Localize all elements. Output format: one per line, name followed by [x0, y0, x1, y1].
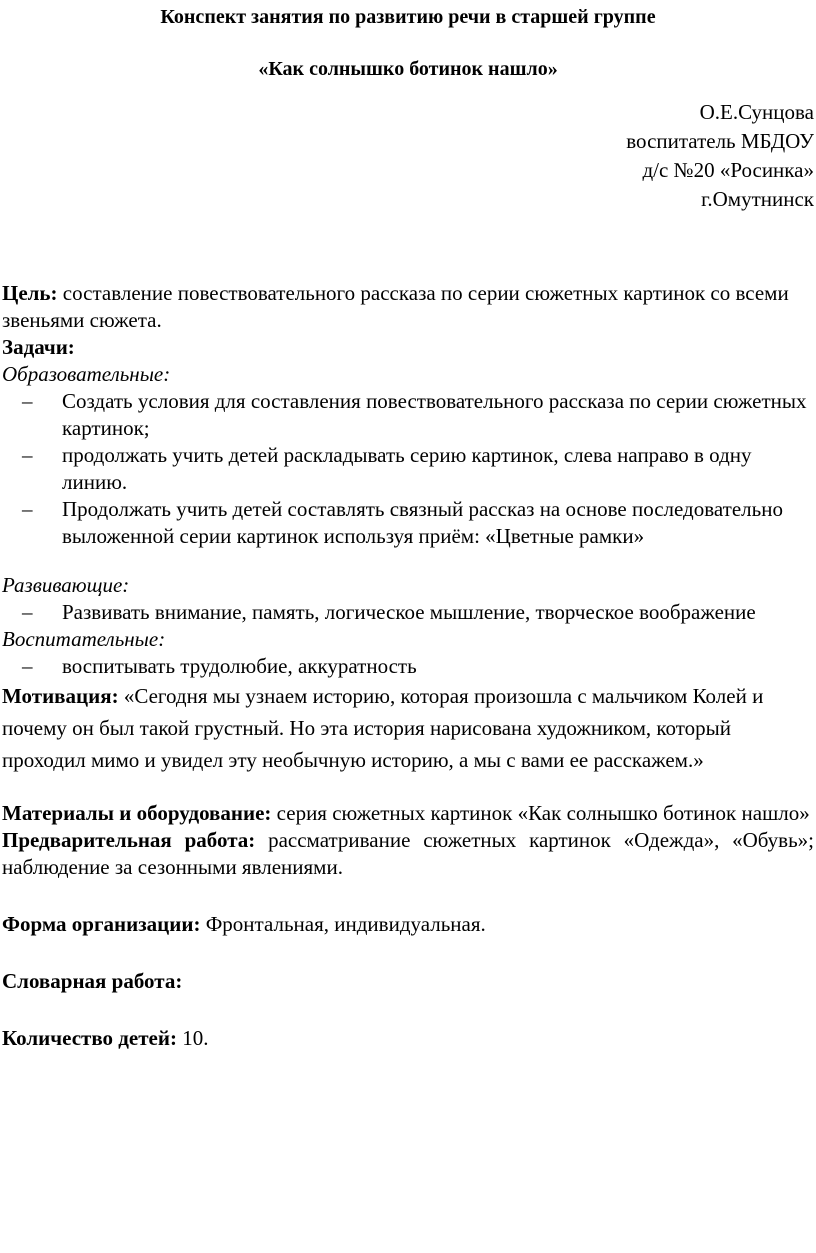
materials-paragraph — [2, 800, 814, 827]
goal-label: Цель: — [2, 281, 58, 305]
list-item: – Продолжать учить детей составлять связный рассказ на основе последовательно выложенной серии картинок используя приём: «Цветные рамки» — [62, 496, 814, 550]
goal-paragraph — [2, 280, 814, 334]
author-organization: д/с №20 «Росинка» — [642, 158, 814, 182]
document-title: Конспект занятия по развитию речи в старшей группе — [160, 6, 656, 28]
list-item: – Создать условия для составления повествовательного рассказа по серии сюжетных картинок; — [62, 388, 814, 442]
motivation-paragraph — [2, 680, 802, 776]
materials-label: Материалы и оборудование: — [2, 801, 272, 825]
form-text: Фронтальная, индивидуальная. — [205, 912, 486, 936]
developing-heading: Развивающие: — [2, 573, 130, 597]
preliminary-paragraph — [2, 827, 814, 881]
author-city: г.Омутнинск — [701, 187, 814, 211]
educational-list — [2, 388, 814, 550]
author-position: воспитатель МБДОУ — [626, 129, 814, 153]
developing-list — [2, 599, 814, 626]
author-name: О.Е.Сунцова — [699, 100, 814, 124]
children-paragraph — [2, 1025, 814, 1052]
form-label: Форма организации: — [2, 912, 201, 936]
motivation-text: «Сегодня мы узнаем историю, которая произошла с мальчиком Колей и почему он был такой грустный. Но эта история нарисована художником, который проходил мимо и увидел эту необычную историю, а мы с вами ее расскажем.» — [2, 684, 764, 772]
preliminary-text: рассматривание сюжетных картинок «Одежда», «Обувь»; наблюдение за сезонными явлениями. — [2, 828, 815, 879]
vocabulary-heading: Словарная работа: — [2, 969, 183, 993]
list-item: – продолжать учить детей раскладывать серию картинок, слева направо в одну линию. — [62, 442, 814, 496]
materials-text: серия сюжетных картинок «Как солнышко ботинок нашло» — [276, 801, 810, 825]
list-item: – Развивать внимание, память, логическое мышление, творческое воображение — [62, 599, 814, 626]
lesson-title: «Как солнышко ботинок нашло» — [258, 58, 558, 80]
tasks-heading: Задачи: — [2, 335, 75, 359]
document-body — [2, 280, 814, 1052]
educational-heading: Образовательные: — [2, 362, 171, 386]
goal-text: составление повествовательного рассказа по серии сюжетных картинок со всеми звеньями сюжета. — [2, 281, 789, 332]
author-block — [626, 98, 814, 214]
preliminary-label: Предварительная работа: — [2, 828, 256, 852]
form-paragraph — [2, 911, 814, 938]
upbringing-list — [2, 653, 814, 680]
upbringing-heading: Воспитательные: — [2, 627, 166, 651]
children-label: Количество детей: — [2, 1026, 177, 1050]
motivation-label: Мотивация: — [2, 684, 119, 708]
children-count: 10. — [182, 1026, 209, 1050]
list-item: – воспитывать трудолюбие, аккуратность — [62, 653, 814, 680]
